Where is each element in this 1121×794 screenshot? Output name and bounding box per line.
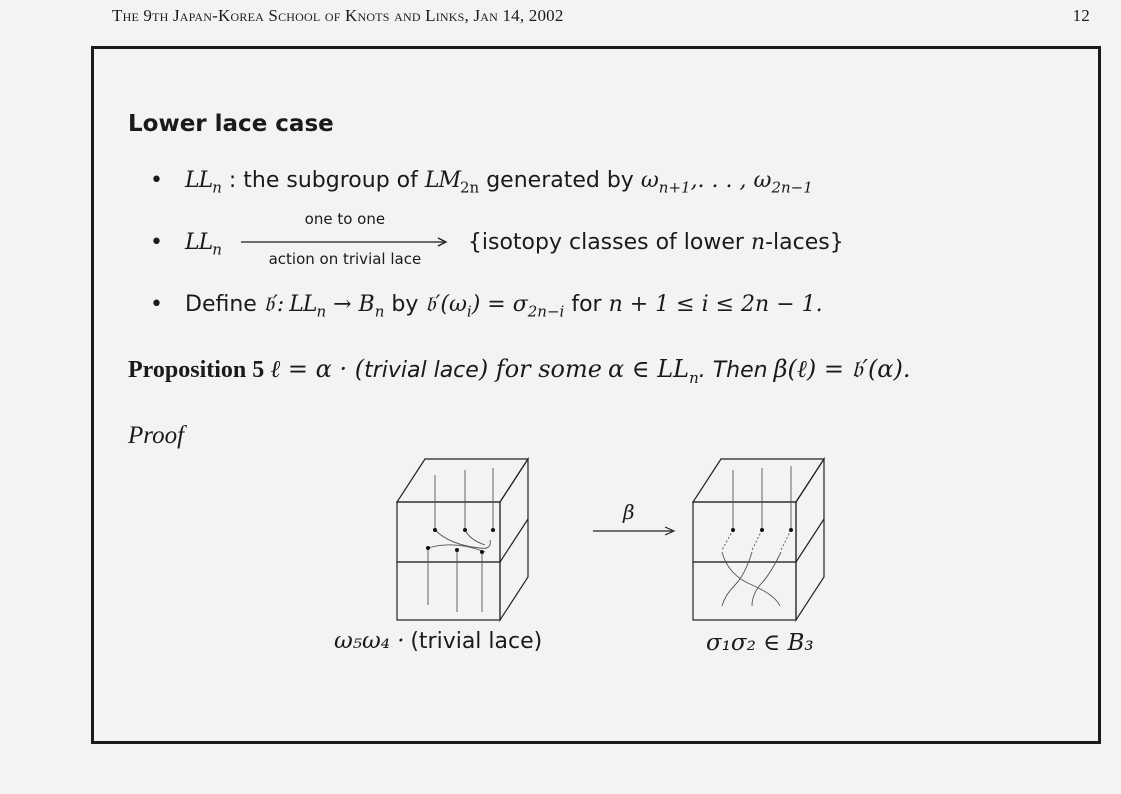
right-box	[693, 459, 824, 620]
beta-arrow	[593, 527, 674, 535]
bullet-action: • $LL_n$ one to one action on trivial lace {isotopy classes of lower n-laces}	[150, 210, 844, 268]
left-strands	[428, 468, 493, 612]
bullet-subgroup: • $LL_n$ : the subgroup of $LM_{2n}$ generated by $\omega_{n+1}$,. . . , $\omega_{2n-1}$	[150, 168, 813, 197]
bullet-dot: •	[150, 292, 163, 317]
right-points	[731, 528, 793, 532]
arrow-bottom-label: action on trivial lace	[268, 250, 422, 268]
right-strands	[722, 466, 791, 606]
proposition-label: Proposition 5	[128, 357, 265, 383]
left-box	[397, 459, 528, 620]
section-title: Lower lace case	[128, 111, 334, 137]
proof-label: Proof	[128, 422, 185, 449]
bullet-dot: •	[150, 230, 163, 255]
right-caption: σ₁σ₂ ∈ B₃	[706, 630, 814, 656]
arrow-top-label: one to one	[304, 210, 386, 228]
proposition: Proposition 5 ℓ = α · (trivial lace) for some α ∈ $LL_n$. Then β(ℓ) = 𝔟′(α).	[128, 355, 911, 387]
bullet-define: • Define 𝔟′: $LL_n \to B_n$ by $𝔟'(\omega_i) = \sigma_{2n-i}$ for n + 1 ≤ i ≤ 2n − 1.	[150, 292, 823, 321]
bullet-dot: •	[150, 168, 163, 193]
page-number: 12	[1072, 6, 1090, 25]
left-caption: ω₅ω₄ · (trivial lace)	[334, 628, 543, 654]
beta-label: β	[623, 500, 635, 524]
header-title: The 9th Japan-Korea School of Knots and Links, Jan 14, 2002	[112, 6, 564, 25]
